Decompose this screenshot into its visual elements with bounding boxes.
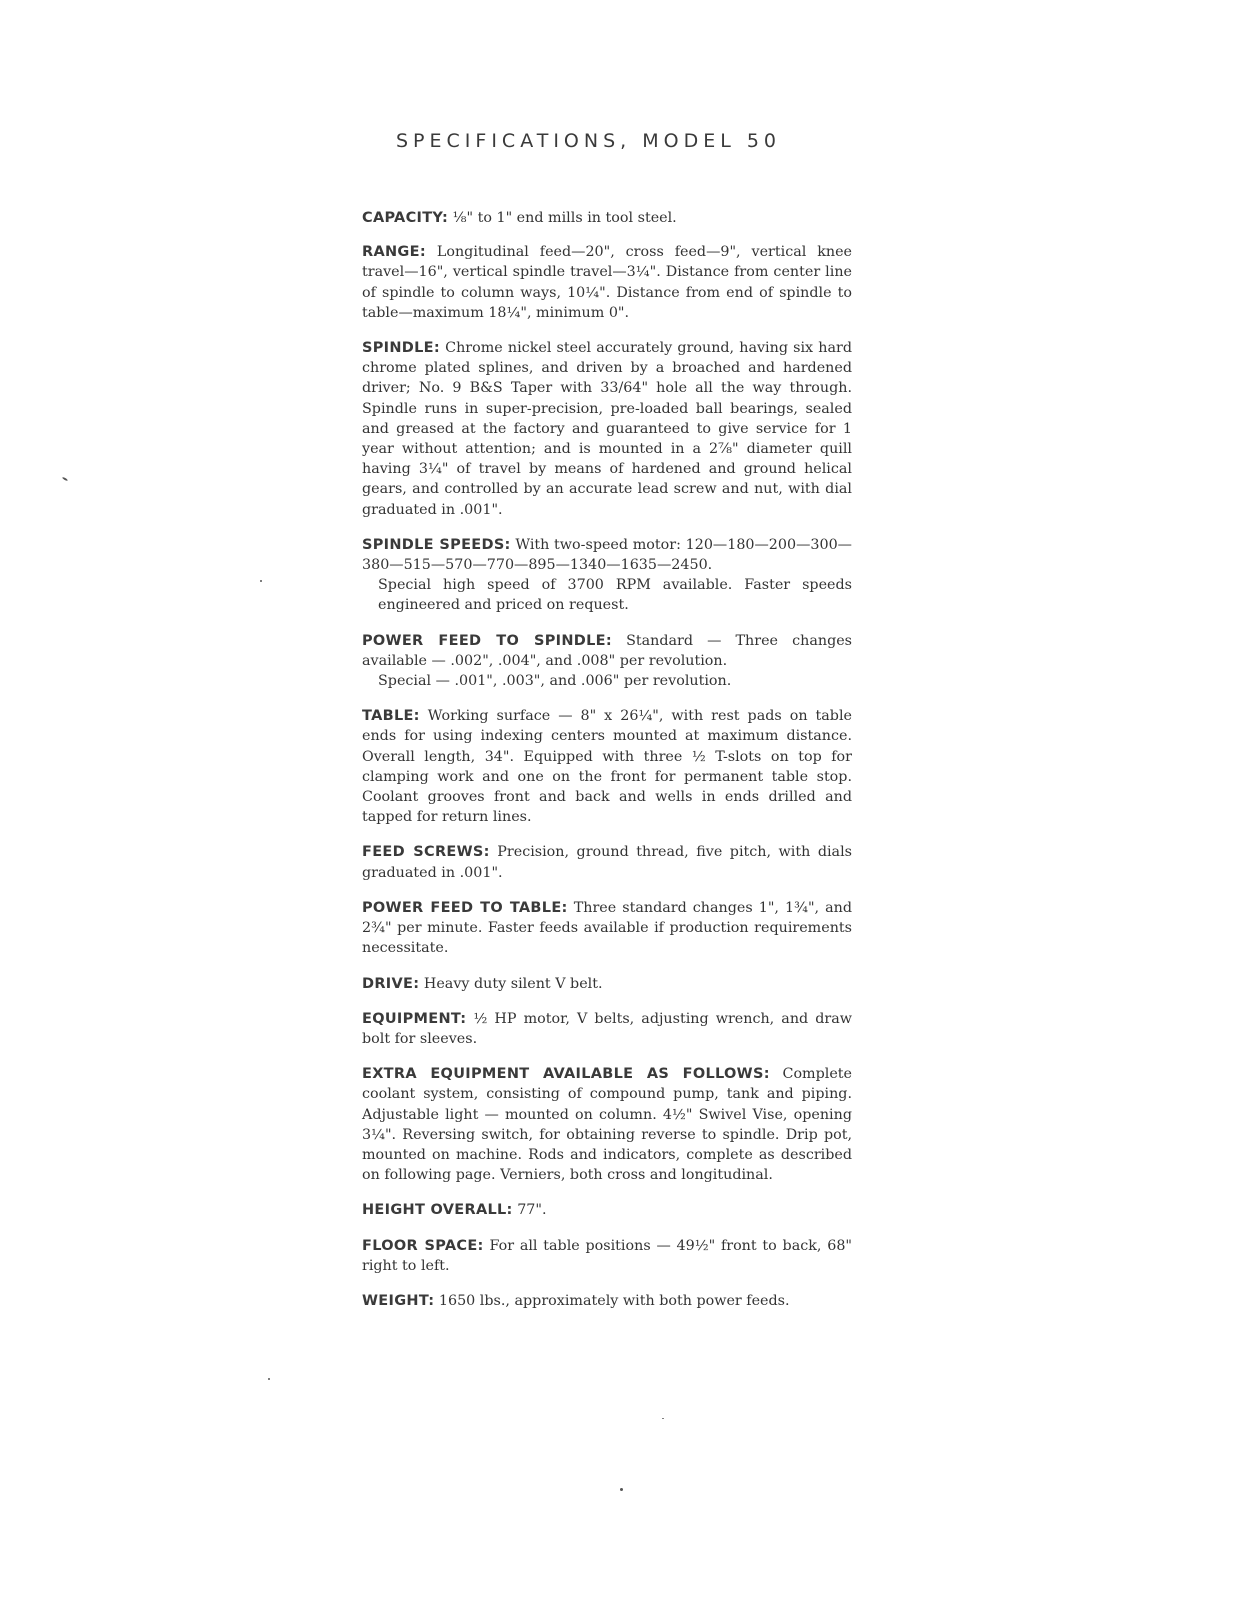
spec-label: CAPACITY: [362,210,449,226]
scan-speck [662,1418,664,1419]
spec-text: Standard — Three changes available — .002", .004", and .008" per revolution. [362,632,853,669]
spec-label: EQUIPMENT: [362,1010,467,1027]
spec-power-feed-to-spindle [362,631,852,692]
spec-label: TABLE: [362,708,420,725]
scan-speck [62,477,68,482]
spec-text: Working surface — 8" x 26¼", with rest pads on table ends for using indexing centers mounted at maximum distance. Overall length, 34". Equipped with three ½ T-slots on top for clamping work and one on the front for permanent table stop. Coolant grooves front and back and wells in ends drilled and tapped for return lines. [362,708,852,826]
spec-range [362,242,852,323]
spec-note: Special — .001", .003", and .006" per revolution. [378,673,732,690]
spec-text: Complete coolant system, consisting of compound pump, tank and piping. Adjustable light — mounted on column. 4½" Swivel Vise, opening 3¼". Reversing switch, for obtaining reverse to spindle. Drip pot, mounted on machine. Rods and indicators, complete as described on following page. Verniers, both cross and longitudinal. [362,1066,853,1184]
page-title: SPECIFICATIONS, MODEL 50 [396,130,782,152]
spec-floor-space [362,1236,852,1276]
spec-label: SPINDLE: [362,340,440,357]
spec-label: WEIGHT: [362,1292,435,1309]
spec-label: SPINDLE SPEEDS: [362,536,511,553]
spec-label: RANGE: [362,244,426,261]
spec-label: HEIGHT OVERALL: [362,1202,513,1219]
spec-text: Chrome nickel steel accurately ground, having six hard chrome plated splines, and driven by a broached and hardened driver; No. 9 B&S Taper with 33/64" hole all the way through. Spindle runs in super-precision, pre-loaded ball bearings, sealed and greased at the factory and guaranteed to give service for 1 year without attention; and is mounted in a 2⅞" diameter quill having 3¼" of travel by means of hardened and ground helical gears, and controlled by an accurate lead screw and nut, with dial graduated in .001". [362,340,852,518]
spec-text: 77". [517,1202,547,1219]
spec-text: For all table positions — 49½" front to back, 68" right to left. [362,1237,853,1274]
spec-capacity [362,208,852,228]
spec-text: 1650 lbs., approximately with both power feeds. [438,1292,790,1309]
spec-spindle [362,338,852,520]
spec-label: FEED SCREWS: [362,844,490,861]
spec-weight [362,1291,852,1311]
spec-text: Longitudinal feed—20", cross feed—9", vertical knee travel—16", vertical spindle travel—3¼". Distance from center line of spindle to column ways, 10¼". Distance from end of spindle to table—maximum 18¼", minimum 0". [362,244,852,321]
spec-height-overall [362,1200,852,1220]
spec-table [362,706,852,827]
spec-text: ⅛" to 1" end mills in tool steel. [452,210,677,226]
spec-label: POWER FEED TO SPINDLE: [362,632,612,649]
spec-text: Precision, ground thread, five pitch, with dials graduated in .001". [362,844,852,881]
specifications-list [362,208,852,1326]
spec-feed-screws [362,842,852,882]
spec-spindle-speeds [362,535,852,616]
spec-extra-equipment [362,1064,852,1185]
spec-label: FLOOR SPACE: [362,1237,484,1254]
spec-label: DRIVE: [362,975,420,992]
spec-equipment [362,1009,852,1049]
spec-text: ½ HP motor, V belts, adjusting wrench, and draw bolt for sleeves. [362,1010,853,1047]
spec-note: Special high speed of 3700 RPM available. Faster speeds engineered and priced on request. [378,577,852,614]
spec-text: Three standard changes 1", 1¾", and 2¾" per minute. Faster feeds available if production requirements necessitate. [362,899,852,957]
spec-text: Heavy duty silent V belt. [423,975,603,992]
scan-speck [268,1378,270,1380]
scan-speck [260,580,262,582]
spec-power-feed-to-table [362,898,852,959]
scan-speck [620,1488,623,1491]
spec-label: POWER FEED TO TABLE: [362,899,568,916]
spec-text: With two-speed motor: 120—180—200—300—380—515—570—770—895—1340—1635—2450. [362,536,852,574]
spec-drive [362,974,852,994]
spec-label: EXTRA EQUIPMENT AVAILABLE AS FOLLOWS: [362,1066,770,1083]
